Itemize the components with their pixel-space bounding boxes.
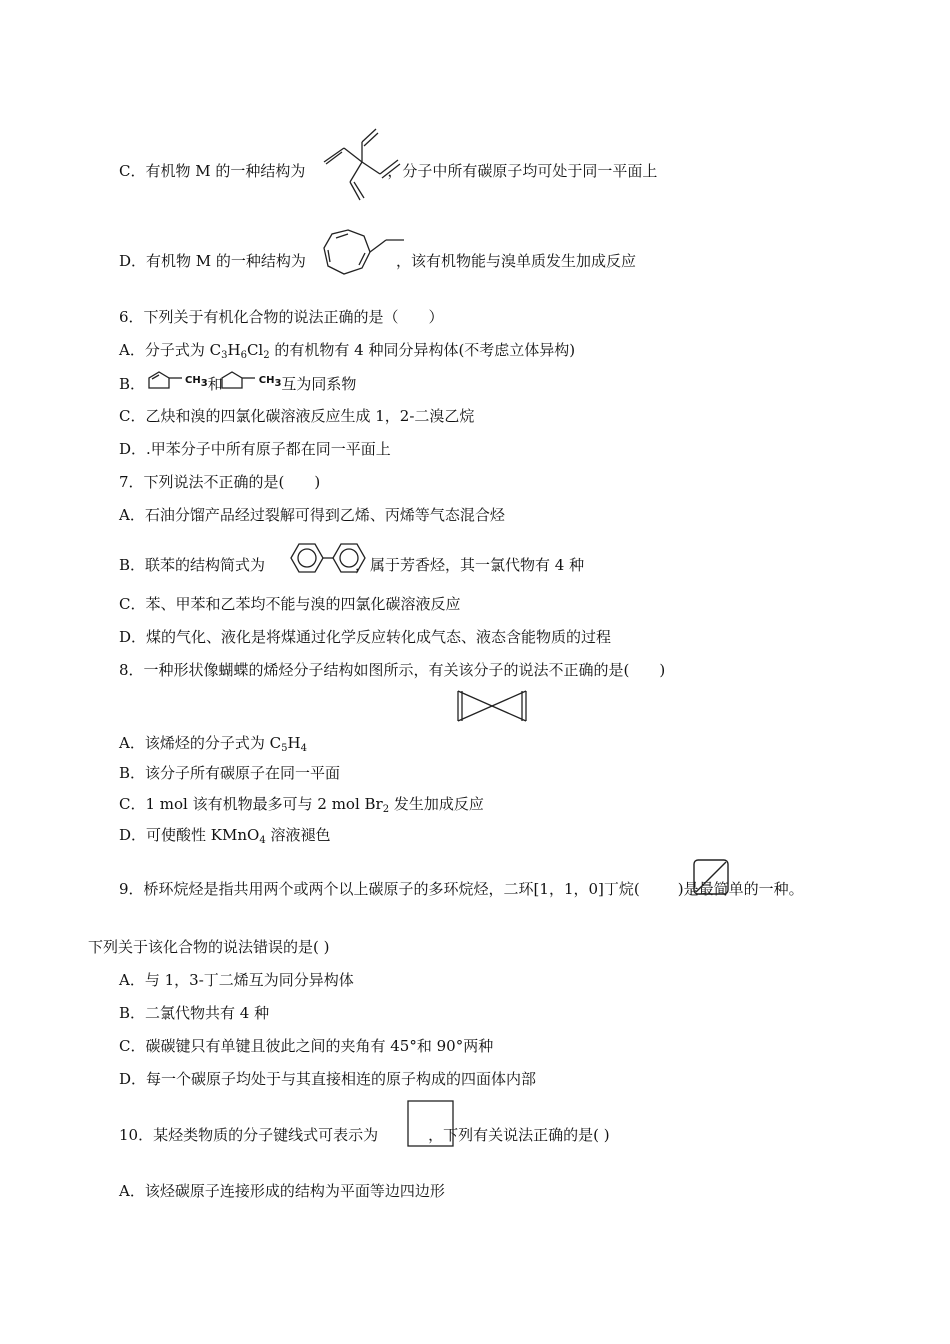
q5-option-d-tail: ，该有机物能与溴单质发生加成反应 [395,252,636,270]
q10-stem [119,1125,610,1145]
q6-a-part4: 的有机物有 4 种同分异构体(不考虑立体异构) [269,341,576,359]
q8-a-sub1: 5 [281,743,288,754]
structure-methylcyclopentene [146,370,186,390]
q9-option-c: C．碳碳键只有单键且彼此之间的夹角有 45°和 90°两种 [119,1037,494,1055]
q8-a-part2: H [287,734,301,752]
q8-c-part1: C．1 mol 该有机物最多可与 2 mol Br [119,795,383,813]
q5-option-d-text: D．有机物 M 的一种结构为 [119,252,306,270]
q6-a-sub2: 6 [240,350,247,361]
q6-b-ch3-2: CH3 [258,375,282,389]
q10-stem-text: 10．某烃类物质的分子键线式可表示为 [119,1126,379,1144]
q6-a-part2: H [227,341,241,359]
q7-stem: 7．下列说法不正确的是( ) [119,473,321,491]
q9-option-d: D．每一个碳原子均处于与其直接相连的原子构成的四面体内部 [119,1070,537,1088]
q9-option-b: B．二氯代物共有 4 种 [119,1004,270,1022]
q6-a-part3: Cl [246,341,264,359]
q6-b-and: 和 [207,375,223,393]
q6-b-label: B． [119,375,146,393]
q9-option-a: A．与 1，3-丁二烯互为同分异构体 [119,971,354,989]
q10-stem-tail: ，下列有关说法正确的是( ) [428,1126,610,1144]
q6-b-ch3-1: CH3 [185,375,208,389]
q6-b-tail: 互为同系物 [281,375,357,393]
q5-option-c-text: C．有机物 M 的一种结构为 [119,162,306,180]
q8-c-sub: 2 [382,804,390,815]
q8-option-a [119,733,307,753]
q8-option-d [119,825,330,845]
q6-option-a [119,340,575,360]
structure-butterfly-alkene [455,689,529,723]
q6-a-sub3: 2 [263,350,270,361]
structure-m-cross-diene [320,124,404,204]
q8-option-b: B．该分子所有碳原子在同一平面 [119,764,341,782]
structure-bicyclobutane [692,858,730,896]
q9-stem-continued: 下列关于该化合物的说法错误的是( ) [88,938,330,956]
q8-a-part1: A．该烯烃的分子式为 C [119,734,282,752]
structure-cyclobutane-square [407,1100,455,1148]
structure-methylcyclopentane [219,370,259,390]
q9-stem-text: 9．桥环烷烃是指共用两个或两个以上碳原子的多环烷烃，二环[1，1，0]丁烷( [119,880,640,898]
q7-b-tail: ，属于芳香烃，其一氯代物有 4 种 [355,556,585,574]
q6-option-d: D．.甲苯分子中所有原子都在同一平面上 [119,440,391,458]
q5-option-c-tail: ，分子中所有碳原子均可处于同一平面上 [387,162,658,180]
q7-option-d: D．煤的气化、液化是将煤通过化学反应转化成气态、液态含能物质的过程 [119,628,612,646]
q8-option-c [119,794,484,814]
q8-d-part1: D．可使酸性 KMnO [119,826,260,844]
q7-option-c: C．苯、甲苯和乙苯均不能与溴的四氯化碳溶液反应 [119,595,461,613]
q6-a-sub1: 3 [221,350,228,361]
q8-stem: 8．一种形状像蝴蝶的烯烃分子结构如图所示，有关该分子的说法不正确的是( ) [119,661,666,679]
q6-stem: 6．下列关于有机化合物的说法正确的是（ ） [119,308,444,326]
q10-option-a: A．该烃碳原子连接形成的结构为平面等边四边形 [119,1182,445,1200]
q8-d-part2: 溶液褪色 [265,826,331,844]
q8-d-sub: 4 [259,835,266,846]
structure-biphenyl [287,538,371,578]
q6-option-c: C．乙炔和溴的四氯化碳溶液反应生成 1，2-二溴乙烷 [119,407,475,425]
q8-c-part2: 发生加成反应 [389,795,484,813]
q7-option-a: A．石油分馏产品经过裂解可得到乙烯、丙烯等气态混合烃 [119,506,505,524]
q7-b-text: B．联苯的结构简式为 [119,556,266,574]
q6-a-part1: A．分子式为 C [119,341,222,359]
q9-stem-tail: )是最简单的一种。 [677,880,804,898]
structure-ethyl-cycloheptatriene [320,226,410,284]
q8-a-sub2: 4 [300,743,307,754]
